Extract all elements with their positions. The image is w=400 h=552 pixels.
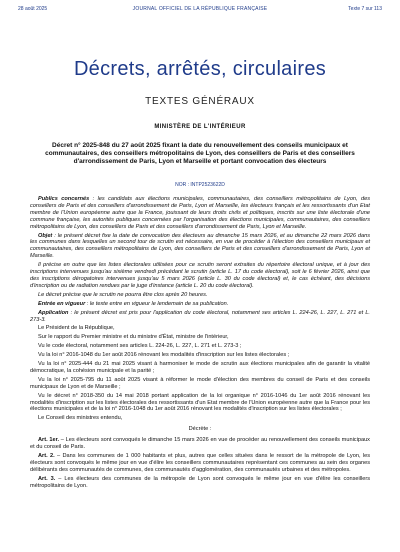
publication-date: 28 août 2025	[18, 6, 48, 12]
decree-body	[30, 196, 370, 492]
subsection-title: TEXTES GÉNÉRAUX	[145, 96, 255, 107]
section-title: Décrets, arrêtés, circulaires	[73, 58, 327, 80]
notice-paragraph	[30, 233, 370, 261]
notice-text: : le texte entre en vigueur le lendemain de sa publication.	[85, 300, 229, 307]
decree-title: Décret n° 2025-848 du 27 août 2025 fixant la date du renouvellement des conseils municipaux et communautaires, des conseillers métropolitains de Lyon, des conseillers de Paris et des conseillers d'arrondissement de Paris, Lyon et Marseille et portant convocation des électeurs	[45, 142, 355, 165]
decrees-label: Décrète :	[188, 426, 212, 433]
preamble-line: Le Conseil des ministres entendu,	[38, 415, 123, 422]
preamble-line: Vu la loi n° 2025-444 du 21 mai 2025 visant à harmoniser le mode de scrutin aux élections municipales afin de garantir la vitalité démocratique, la cohésion municipale et la parité ;	[30, 361, 370, 374]
notice-text: Le décret précise que le scrutin ne pourra être clos après 20 heures.	[38, 291, 208, 298]
notice-paragraph	[30, 196, 370, 231]
article-text: – Les électeurs des communes de la métropole de Lyon sont convoqués le même jour en vue d'élire les conseillers métropolitains de Lyon.	[30, 475, 370, 489]
notice-paragraph	[30, 292, 370, 299]
notice-text: : les candidats aux élections municipales, communautaires, des conseillers métropolitains de Lyon, des conseillers de Paris et des conseillers d'arrondissement de Paris, Lyon et Marseille, les électeurs français et les ressortissants d'un Etat membre de l'Union européenne autre que la France, jouissant de leurs droits civils et politiques, inscrits sur une liste électorale d'une commune française, les autorités publiques concernées par l'organisation des élections municipales, communautaires, des conseillers métropolitains de Lyon, des conseillers de Paris et des conseillers d'arrondissement de Paris, Lyon et Marseille.	[30, 196, 370, 230]
article-text: – Les électeurs sont convoqués le dimanche 15 mars 2026 en vue de procéder au renouvellement des conseils municipaux et du conseil de Paris.	[30, 437, 370, 451]
nor-code-link[interactable]: INTP2523622D	[190, 182, 225, 188]
article-paragraph	[30, 437, 370, 451]
notice-paragraph	[30, 310, 370, 324]
notice-text: : le présent décret est pris pour l'application du code électoral, notamment ses articles L. 224-26, L. 227, L. 271 et L. 273-3.	[30, 309, 370, 323]
preamble-line: Vu le décret n° 2018-350 du 14 mai 2018 portant application de la loi organique n° 2016-1046 du 1er août 2016 rénovant les modalités d'inscription sur les listes électorales des ressortissants d'un Etat membre de l'Union européenne autre que la France pour les élections municipales et de la loi n° 2016-1048 du 1er août 2016 rénovant les modalités d'inscription sur les listes électorales ;	[30, 392, 370, 413]
preamble-line: Vu le code électoral, notamment ses articles L. 224-26, L. 227, L. 271 et L. 273-3 ;	[38, 343, 242, 350]
preamble-line: Vu la loi n° 2025-795 du 11 août 2025 visant à réformer le mode d'élection des membres du conseil de Paris et des conseils municipaux de Lyon et de Marseille ;	[30, 376, 370, 390]
notice-label: Publics concernés	[38, 196, 90, 202]
notice-label: Objet	[38, 232, 53, 239]
notice-label: Application	[38, 309, 69, 316]
journal-name: JOURNAL OFFICIEL DE LA RÉPUBLIQUE FRANÇAISE	[132, 6, 268, 12]
article-label: Art. 3.	[38, 475, 56, 482]
article-label: Art. 1er.	[38, 437, 60, 444]
article-label: Art. 2.	[38, 453, 55, 459]
article-paragraph	[30, 453, 370, 474]
notice-label: Entrée en vigueur	[38, 300, 86, 307]
ministry-title: MINISTÈRE DE L'INTÉRIEUR	[154, 124, 246, 130]
notice-paragraph	[30, 262, 370, 290]
text-reference: Texte 7 sur 113	[348, 6, 382, 12]
nor-label: NOR :	[175, 182, 191, 188]
notice-text: : le présent décret fixe la date de convocation des électeurs au dimanche 15 mars 2026, et au dimanche 22 mars 2026 dans les communes dans lesquelles un second tour de scrutin est nécessaire, en vue de procéder à l'élection des conseillers municipaux et communautaires, des conseillers métropolitains de Lyon, des conseillers de Paris et des conseillers d'arrondissement de Paris, Lyon et Marseille.	[30, 232, 370, 260]
preamble-line: Le Président de la République,	[38, 325, 115, 332]
preamble-line: Sur le rapport du Premier ministre et du ministre d'État, ministre de l'intérieur,	[38, 334, 229, 341]
notice-text: Il précise en outre que les listes électorales utilisées pour ce scrutin seront extraites du répertoire électoral unique, et à jour des inscriptions intervenues jusqu'au sixième vendredi précédant le scrutin (article L. 17 du code électoral), soit le 6 février 2026, ainsi que des inscriptions dérogatoires intervenues jusqu'au 5 mars 2026 (article L. 30 du code électoral) et, le cas échéant, des décisions d'inscription ou de radiation rendues par le juge d'instance (article L. 20 du code électoral).	[30, 262, 370, 289]
nor-reference	[0, 182, 400, 188]
article-text: – Dans les communes de 1 000 habitants et plus, autres que celles situées dans le ressort de la métropole de Lyon, les électeurs sont convoqués le même jour en vue d'élire les conseillers communautaires représentant ces communes au sein des organes délibérants des communautés de communes, des communautés d'agglomération, des communautés urbaines et des métropoles.	[30, 453, 370, 473]
article-paragraph	[30, 476, 370, 490]
preamble-line: Vu la loi n° 2016-1048 du 1er août 2016 rénovant les modalités d'inscription sur les listes électorales ;	[38, 352, 290, 359]
page-header	[18, 6, 382, 16]
notice-paragraph	[30, 301, 370, 308]
